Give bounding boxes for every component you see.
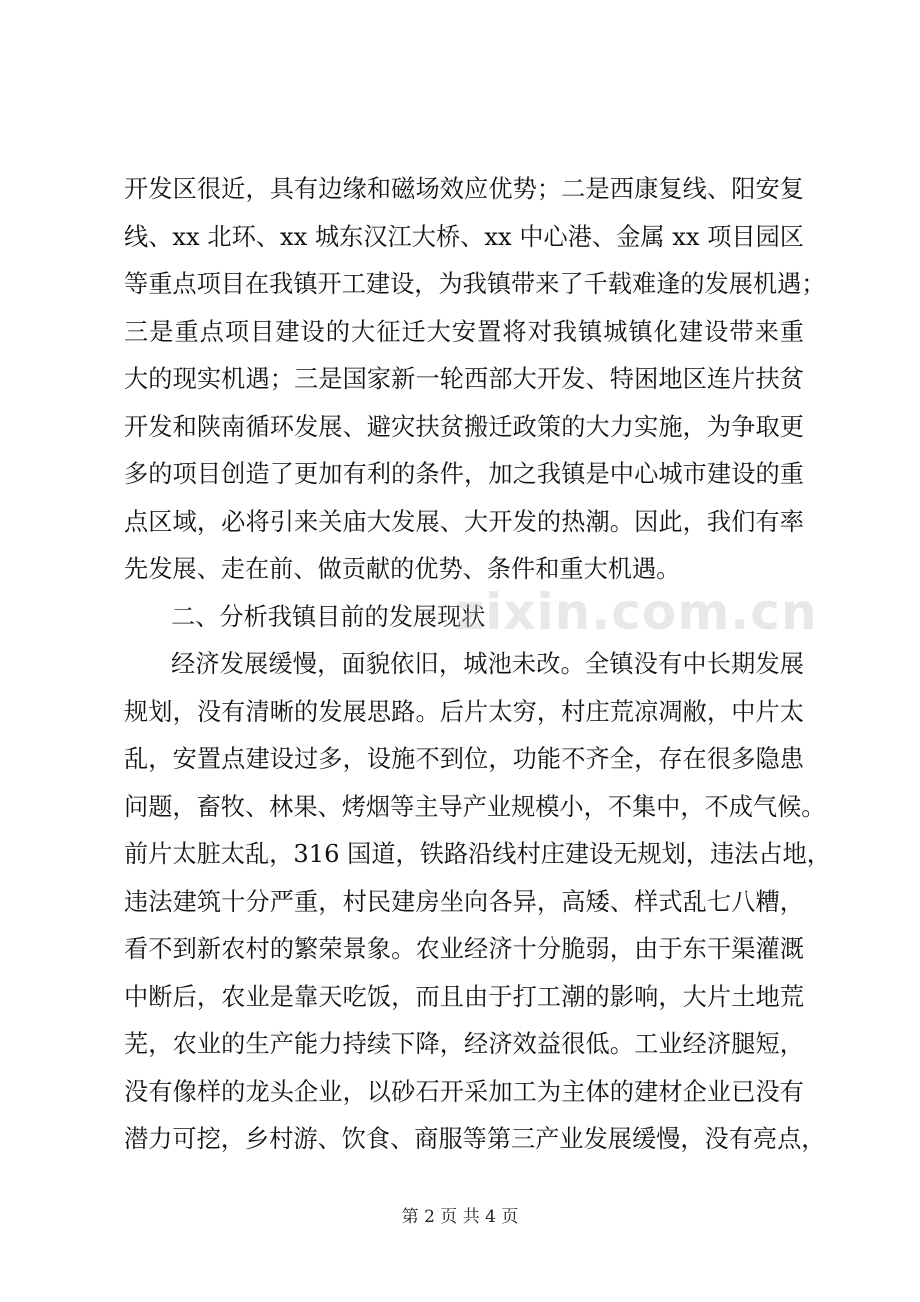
page-number-footer: 第 2 页 共 4 页 bbox=[401, 1207, 519, 1227]
text-line: 问题，畜牧、林果、烤烟等主导产业规模小，不集中，不成气候。 bbox=[124, 792, 826, 821]
text-line: 潜力可挖，乡村游、饮食、商服等第三产业发展缓慢，没有亮点， bbox=[124, 1125, 826, 1153]
text-line: 中断后，农业是靠天吃饭，而且由于打工潮的影响，大片土地荒 bbox=[124, 982, 804, 1011]
text-line: 乱，安置点建设过多，设施不到位，功能不齐全，存在很多隐患 bbox=[124, 745, 804, 773]
text-line: 芜，农业的生产能力持续下降，经济效益很低。工业经济腿短， bbox=[124, 1030, 804, 1058]
document-body bbox=[124, 166, 831, 1164]
text-line: 开发区很近，具有边缘和磁场效应优势；二是西康复线、阳安复 bbox=[124, 175, 804, 203]
text-line: 三是重点项目建设的大征迁大安置将对我镇城镇化建设带来重 bbox=[124, 317, 804, 346]
watermark: zixin.com.cn bbox=[455, 583, 818, 641]
section-heading: 二、分析我镇目前的发展现状 bbox=[171, 602, 486, 631]
text-line: 大的现实机遇；三是国家新一轮西部大开发、特困地区连片扶贫 bbox=[124, 365, 804, 393]
text-line: 没有像样的龙头企业，以砂石开采加工为主体的建材企业已没有 bbox=[124, 1077, 804, 1106]
text-line: 违法建筑十分严重，村民建房坐向各异，高矮、样式乱七八糟， bbox=[124, 887, 804, 916]
text-line: 点区域，必将引来关庙大发展、大开发的热潮。因此，我们有率 bbox=[124, 507, 804, 536]
text-line: 多的项目创造了更加有利的条件，加之我镇是中心城市建设的重 bbox=[124, 460, 804, 488]
text-line: 规划，没有清晰的发展思路。后片太穷，村庄荒凉凋敝，中片太 bbox=[124, 697, 804, 726]
text-line: 先发展、走在前、做贡献的优势、条件和重大机遇。 bbox=[124, 555, 681, 583]
text-line: 等重点项目在我镇开工建设，为我镇带来了千载难逢的发展机遇； bbox=[124, 270, 826, 298]
text-line: 经济发展缓慢，面貌依旧，城池未改。全镇没有中长期发展 bbox=[171, 650, 804, 678]
text-line: 看不到新农村的繁荣景象。农业经济十分脆弱，由于东干渠灌溉 bbox=[124, 935, 804, 963]
text-line: 开发和陕南循环发展、避灾扶贫搬迁政策的大力实施，为争取更 bbox=[124, 412, 804, 441]
text-line: 线、xx 北环、xx 城东汉江大桥、xx 中心港、金属 xx 项目园区 bbox=[124, 222, 804, 251]
text-line: 前片太脏太乱，316 国道，铁路沿线村庄建设无规划，违法占地， bbox=[124, 840, 831, 868]
